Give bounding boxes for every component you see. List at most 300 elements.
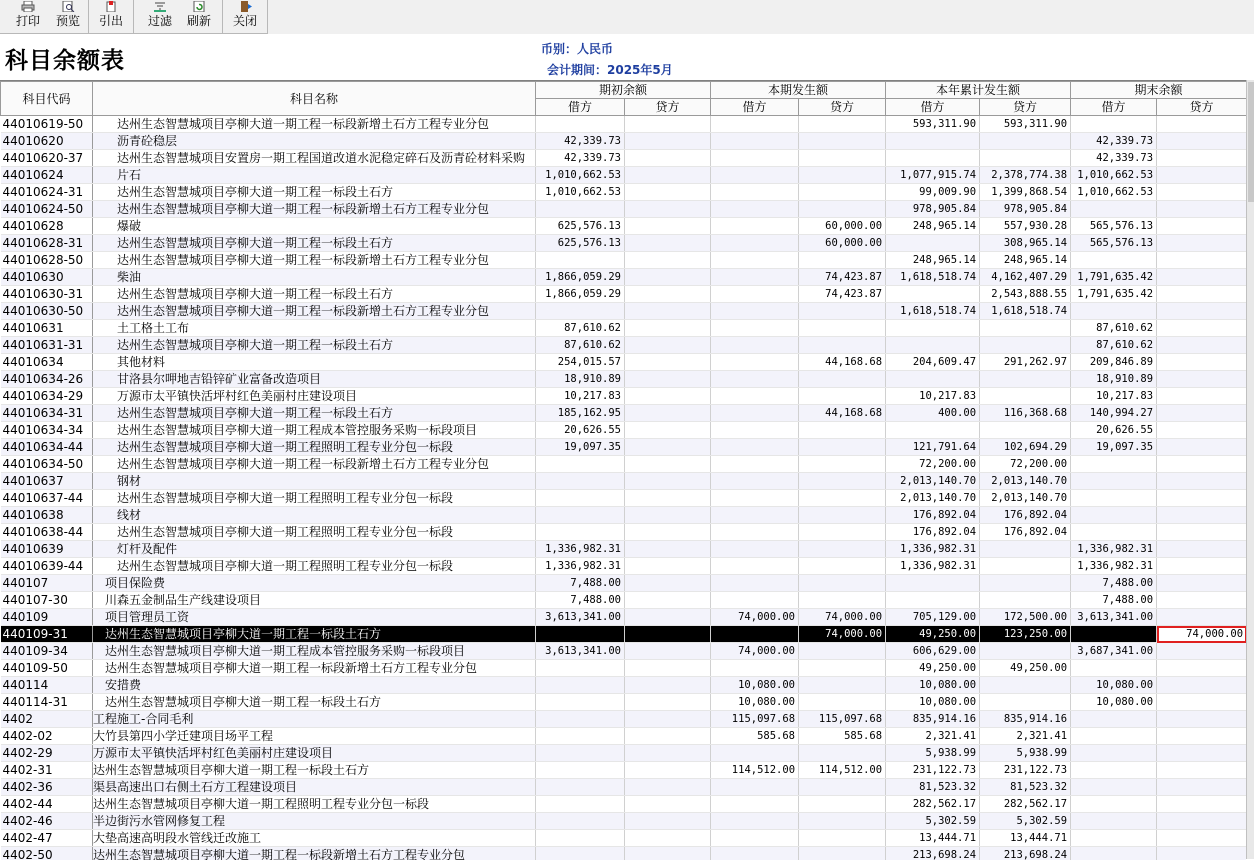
ytd-credit-cell[interactable]: 248,965.14 bbox=[980, 252, 1071, 269]
account-code-cell[interactable]: 44010630-31 bbox=[1, 286, 93, 303]
ending-credit-cell[interactable] bbox=[1157, 762, 1246, 779]
account-code-cell[interactable]: 440109-31 bbox=[1, 626, 93, 643]
opening-debit-cell[interactable] bbox=[536, 473, 625, 490]
ytd-credit-cell[interactable]: 557,930.28 bbox=[980, 218, 1071, 235]
account-code-cell[interactable]: 44010620-37 bbox=[1, 150, 93, 167]
table-row[interactable] bbox=[1, 320, 1247, 337]
table-row[interactable] bbox=[1, 150, 1247, 167]
current-debit-cell[interactable] bbox=[711, 473, 799, 490]
current-credit-cell[interactable]: 74,000.00 bbox=[799, 626, 886, 643]
account-code-cell[interactable]: 44010619-50 bbox=[1, 116, 93, 133]
table-row[interactable] bbox=[1, 830, 1247, 847]
account-code-cell[interactable]: 4402-36 bbox=[1, 779, 93, 796]
ending-debit-cell[interactable]: 1,336,982.31 bbox=[1071, 541, 1157, 558]
ytd-debit-cell[interactable]: 593,311.90 bbox=[886, 116, 980, 133]
current-credit-cell[interactable] bbox=[799, 252, 886, 269]
opening-debit-cell[interactable]: 254,015.57 bbox=[536, 354, 625, 371]
ending-debit-cell[interactable]: 140,994.27 bbox=[1071, 405, 1157, 422]
current-debit-cell[interactable] bbox=[711, 813, 799, 830]
current-debit-cell[interactable]: 74,000.00 bbox=[711, 643, 799, 660]
ending-credit-cell[interactable] bbox=[1157, 779, 1246, 796]
ytd-debit-cell[interactable]: 13,444.71 bbox=[886, 830, 980, 847]
account-code-cell[interactable]: 44010624-50 bbox=[1, 201, 93, 218]
current-debit-cell[interactable]: 10,080.00 bbox=[711, 677, 799, 694]
ending-debit-cell[interactable] bbox=[1071, 626, 1157, 643]
balance-grid[interactable] bbox=[0, 80, 1246, 860]
current-credit-cell[interactable] bbox=[799, 541, 886, 558]
ytd-debit-cell[interactable] bbox=[886, 337, 980, 354]
account-name-cell[interactable]: 甘洛县尔呷地吉铅锌矿业富备改造项目 bbox=[93, 371, 536, 388]
opening-debit-cell[interactable] bbox=[536, 694, 625, 711]
current-credit-cell[interactable] bbox=[799, 643, 886, 660]
table-row[interactable] bbox=[1, 575, 1247, 592]
opening-credit-cell[interactable] bbox=[625, 473, 711, 490]
opening-credit-cell[interactable] bbox=[625, 405, 711, 422]
opening-debit-cell[interactable] bbox=[536, 728, 625, 745]
header-credit[interactable]: 贷方 bbox=[1157, 99, 1246, 116]
ending-debit-cell[interactable]: 565,576.13 bbox=[1071, 235, 1157, 252]
ytd-debit-cell[interactable] bbox=[886, 133, 980, 150]
opening-credit-cell[interactable] bbox=[625, 558, 711, 575]
account-name-cell[interactable]: 达州生态智慧城项目亭柳大道一期工程一标段新增土石方工程专业分包 bbox=[93, 456, 536, 473]
opening-credit-cell[interactable] bbox=[625, 813, 711, 830]
account-code-cell[interactable]: 44010638-44 bbox=[1, 524, 93, 541]
ytd-credit-cell[interactable]: 5,302.59 bbox=[980, 813, 1071, 830]
account-code-cell[interactable]: 440109-34 bbox=[1, 643, 93, 660]
ending-credit-cell[interactable] bbox=[1157, 473, 1246, 490]
opening-credit-cell[interactable] bbox=[625, 541, 711, 558]
account-code-cell[interactable]: 44010624 bbox=[1, 167, 93, 184]
ytd-debit-cell[interactable]: 49,250.00 bbox=[886, 660, 980, 677]
ending-credit-cell[interactable] bbox=[1157, 252, 1246, 269]
account-name-cell[interactable]: 渠县高速出口右侧土石方工程建设项目 bbox=[93, 779, 536, 796]
opening-debit-cell[interactable]: 3,613,341.00 bbox=[536, 609, 625, 626]
account-name-cell[interactable]: 万源市太平镇快活坪村红色美丽村庄建设项目 bbox=[93, 745, 536, 762]
ending-credit-cell[interactable] bbox=[1157, 541, 1246, 558]
current-debit-cell[interactable] bbox=[711, 371, 799, 388]
opening-debit-cell[interactable] bbox=[536, 660, 625, 677]
ytd-debit-cell[interactable]: 1,336,982.31 bbox=[886, 558, 980, 575]
opening-credit-cell[interactable] bbox=[625, 184, 711, 201]
current-credit-cell[interactable] bbox=[799, 133, 886, 150]
ytd-credit-cell[interactable] bbox=[980, 388, 1071, 405]
current-debit-cell[interactable] bbox=[711, 524, 799, 541]
ytd-credit-cell[interactable]: 2,013,140.70 bbox=[980, 490, 1071, 507]
ytd-debit-cell[interactable]: 2,013,140.70 bbox=[886, 473, 980, 490]
current-debit-cell[interactable] bbox=[711, 252, 799, 269]
ending-credit-cell[interactable] bbox=[1157, 133, 1246, 150]
account-name-cell[interactable]: 灯杆及配件 bbox=[93, 541, 536, 558]
current-debit-cell[interactable] bbox=[711, 575, 799, 592]
current-credit-cell[interactable] bbox=[799, 150, 886, 167]
current-debit-cell[interactable] bbox=[711, 218, 799, 235]
current-debit-cell[interactable]: 114,512.00 bbox=[711, 762, 799, 779]
ytd-credit-cell[interactable] bbox=[980, 558, 1071, 575]
ytd-credit-cell[interactable] bbox=[980, 337, 1071, 354]
opening-debit-cell[interactable]: 7,488.00 bbox=[536, 592, 625, 609]
current-debit-cell[interactable] bbox=[711, 507, 799, 524]
current-credit-cell[interactable] bbox=[799, 490, 886, 507]
account-code-cell[interactable]: 4402-31 bbox=[1, 762, 93, 779]
current-debit-cell[interactable] bbox=[711, 388, 799, 405]
table-row[interactable] bbox=[1, 354, 1247, 371]
account-code-cell[interactable]: 44010639 bbox=[1, 541, 93, 558]
ending-debit-cell[interactable]: 10,080.00 bbox=[1071, 677, 1157, 694]
table-row[interactable] bbox=[1, 269, 1247, 286]
vertical-scrollbar[interactable] bbox=[1246, 80, 1254, 859]
current-credit-cell[interactable] bbox=[799, 575, 886, 592]
ending-debit-cell[interactable]: 18,910.89 bbox=[1071, 371, 1157, 388]
ytd-credit-cell[interactable]: 213,698.24 bbox=[980, 847, 1071, 860]
table-row[interactable] bbox=[1, 558, 1247, 575]
table-row[interactable] bbox=[1, 507, 1247, 524]
current-debit-cell[interactable]: 585.68 bbox=[711, 728, 799, 745]
ending-credit-cell[interactable] bbox=[1157, 388, 1246, 405]
ytd-credit-cell[interactable]: 282,562.17 bbox=[980, 796, 1071, 813]
current-credit-cell[interactable] bbox=[799, 524, 886, 541]
ytd-credit-cell[interactable]: 102,694.29 bbox=[980, 439, 1071, 456]
ytd-credit-cell[interactable]: 2,013,140.70 bbox=[980, 473, 1071, 490]
current-credit-cell[interactable] bbox=[799, 303, 886, 320]
current-debit-cell[interactable] bbox=[711, 745, 799, 762]
opening-credit-cell[interactable] bbox=[625, 830, 711, 847]
ending-debit-cell[interactable] bbox=[1071, 201, 1157, 218]
current-debit-cell[interactable] bbox=[711, 422, 799, 439]
current-credit-cell[interactable]: 585.68 bbox=[799, 728, 886, 745]
account-name-cell[interactable]: 项目保险费 bbox=[93, 575, 536, 592]
account-name-cell[interactable]: 半边街污水管网修复工程 bbox=[93, 813, 536, 830]
ending-credit-cell[interactable] bbox=[1157, 745, 1246, 762]
current-credit-cell[interactable]: 60,000.00 bbox=[799, 218, 886, 235]
account-code-cell[interactable]: 4402-29 bbox=[1, 745, 93, 762]
account-code-cell[interactable]: 4402-50 bbox=[1, 847, 93, 860]
opening-debit-cell[interactable]: 1,866,059.29 bbox=[536, 286, 625, 303]
ytd-credit-cell[interactable]: 308,965.14 bbox=[980, 235, 1071, 252]
ytd-credit-cell[interactable]: 291,262.97 bbox=[980, 354, 1071, 371]
opening-credit-cell[interactable] bbox=[625, 201, 711, 218]
opening-credit-cell[interactable] bbox=[625, 388, 711, 405]
opening-credit-cell[interactable] bbox=[625, 252, 711, 269]
export-button[interactable]: 引出 bbox=[93, 0, 129, 33]
ending-credit-cell[interactable] bbox=[1157, 660, 1246, 677]
opening-credit-cell[interactable] bbox=[625, 422, 711, 439]
account-code-cell[interactable]: 44010628 bbox=[1, 218, 93, 235]
current-debit-cell[interactable] bbox=[711, 439, 799, 456]
opening-debit-cell[interactable]: 7,488.00 bbox=[536, 575, 625, 592]
account-name-cell[interactable]: 钢材 bbox=[93, 473, 536, 490]
opening-debit-cell[interactable]: 1,010,662.53 bbox=[536, 167, 625, 184]
table-row[interactable] bbox=[1, 133, 1247, 150]
ending-debit-cell[interactable] bbox=[1071, 762, 1157, 779]
opening-debit-cell[interactable] bbox=[536, 779, 625, 796]
opening-credit-cell[interactable] bbox=[625, 847, 711, 860]
ending-debit-cell[interactable] bbox=[1071, 507, 1157, 524]
account-name-cell[interactable]: 柴油 bbox=[93, 269, 536, 286]
current-credit-cell[interactable] bbox=[799, 184, 886, 201]
current-credit-cell[interactable]: 44,168.68 bbox=[799, 405, 886, 422]
ending-debit-cell[interactable]: 20,626.55 bbox=[1071, 422, 1157, 439]
ending-debit-cell[interactable] bbox=[1071, 524, 1157, 541]
opening-debit-cell[interactable]: 185,162.95 bbox=[536, 405, 625, 422]
ytd-debit-cell[interactable]: 176,892.04 bbox=[886, 524, 980, 541]
current-credit-cell[interactable]: 74,423.87 bbox=[799, 269, 886, 286]
ytd-credit-cell[interactable] bbox=[980, 694, 1071, 711]
table-row[interactable] bbox=[1, 456, 1247, 473]
current-debit-cell[interactable] bbox=[711, 558, 799, 575]
ending-credit-cell[interactable] bbox=[1157, 269, 1246, 286]
account-name-cell[interactable]: 爆破 bbox=[93, 218, 536, 235]
ending-credit-cell[interactable] bbox=[1157, 711, 1246, 728]
ytd-debit-cell[interactable]: 72,200.00 bbox=[886, 456, 980, 473]
opening-credit-cell[interactable] bbox=[625, 643, 711, 660]
account-name-cell[interactable]: 达州生态智慧城项目亭柳大道一期工程照明工程专业分包一标段 bbox=[93, 796, 536, 813]
opening-debit-cell[interactable]: 87,610.62 bbox=[536, 320, 625, 337]
ytd-debit-cell[interactable]: 5,938.99 bbox=[886, 745, 980, 762]
ending-debit-cell[interactable]: 209,846.89 bbox=[1071, 354, 1157, 371]
ytd-credit-cell[interactable]: 231,122.73 bbox=[980, 762, 1071, 779]
ytd-credit-cell[interactable]: 72,200.00 bbox=[980, 456, 1071, 473]
header-debit[interactable]: 借方 bbox=[886, 99, 980, 116]
current-credit-cell[interactable] bbox=[799, 422, 886, 439]
current-debit-cell[interactable] bbox=[711, 167, 799, 184]
account-code-cell[interactable]: 440114 bbox=[1, 677, 93, 694]
ytd-credit-cell[interactable] bbox=[980, 677, 1071, 694]
opening-credit-cell[interactable] bbox=[625, 694, 711, 711]
current-debit-cell[interactable] bbox=[711, 354, 799, 371]
header-debit[interactable]: 借方 bbox=[536, 99, 625, 116]
header-credit[interactable]: 贷方 bbox=[625, 99, 711, 116]
opening-debit-cell[interactable] bbox=[536, 711, 625, 728]
header-account-code[interactable]: 科目代码 bbox=[1, 82, 93, 116]
current-credit-cell[interactable]: 44,168.68 bbox=[799, 354, 886, 371]
ending-credit-cell[interactable] bbox=[1157, 558, 1246, 575]
account-code-cell[interactable]: 44010634-31 bbox=[1, 405, 93, 422]
ending-credit-cell[interactable] bbox=[1157, 677, 1246, 694]
current-debit-cell[interactable] bbox=[711, 303, 799, 320]
opening-debit-cell[interactable] bbox=[536, 847, 625, 860]
ytd-debit-cell[interactable]: 99,009.90 bbox=[886, 184, 980, 201]
table-row[interactable] bbox=[1, 286, 1247, 303]
current-debit-cell[interactable] bbox=[711, 133, 799, 150]
account-code-cell[interactable]: 440107 bbox=[1, 575, 93, 592]
current-debit-cell[interactable] bbox=[711, 116, 799, 133]
ytd-debit-cell[interactable]: 1,618,518.74 bbox=[886, 303, 980, 320]
ending-debit-cell[interactable]: 87,610.62 bbox=[1071, 320, 1157, 337]
opening-credit-cell[interactable] bbox=[625, 218, 711, 235]
ending-credit-cell[interactable] bbox=[1157, 371, 1246, 388]
account-name-cell[interactable]: 达州生态智慧城项目亭柳大道一期工程成本管控服务采购一标段项目 bbox=[93, 422, 536, 439]
account-code-cell[interactable]: 4402-47 bbox=[1, 830, 93, 847]
ending-debit-cell[interactable]: 42,339.73 bbox=[1071, 133, 1157, 150]
ending-credit-cell[interactable] bbox=[1157, 184, 1246, 201]
ending-credit-cell[interactable] bbox=[1157, 507, 1246, 524]
ending-credit-cell[interactable]: 74,000.00 bbox=[1157, 626, 1246, 643]
opening-credit-cell[interactable] bbox=[625, 133, 711, 150]
ytd-debit-cell[interactable]: 835,914.16 bbox=[886, 711, 980, 728]
print-button[interactable]: 打印 bbox=[10, 0, 46, 33]
account-name-cell[interactable]: 其他材料 bbox=[93, 354, 536, 371]
table-row[interactable] bbox=[1, 745, 1247, 762]
refresh-button[interactable]: 刷新 bbox=[181, 0, 217, 33]
ytd-debit-cell[interactable] bbox=[886, 592, 980, 609]
account-name-cell[interactable]: 达州生态智慧城项目亭柳大道一期工程一标段新增土石方工程专业分包 bbox=[93, 252, 536, 269]
ytd-credit-cell[interactable] bbox=[980, 371, 1071, 388]
ending-debit-cell[interactable] bbox=[1071, 303, 1157, 320]
table-row[interactable] bbox=[1, 660, 1247, 677]
account-code-cell[interactable]: 44010630 bbox=[1, 269, 93, 286]
opening-credit-cell[interactable] bbox=[625, 762, 711, 779]
opening-debit-cell[interactable] bbox=[536, 201, 625, 218]
account-name-cell[interactable]: 达州生态智慧城项目亭柳大道一期工程一标段新增土石方工程专业分包 bbox=[93, 660, 536, 677]
account-name-cell[interactable]: 达州生态智慧城项目亭柳大道一期工程一标段新增土石方工程专业分包 bbox=[93, 201, 536, 218]
ending-debit-cell[interactable]: 565,576.13 bbox=[1071, 218, 1157, 235]
current-credit-cell[interactable] bbox=[799, 592, 886, 609]
current-debit-cell[interactable] bbox=[711, 490, 799, 507]
account-code-cell[interactable]: 440107-30 bbox=[1, 592, 93, 609]
opening-credit-cell[interactable] bbox=[625, 745, 711, 762]
account-name-cell[interactable]: 达州生态智慧城项目亭柳大道一期工程一标段土石方 bbox=[93, 762, 536, 779]
ending-credit-cell[interactable] bbox=[1157, 439, 1246, 456]
opening-debit-cell[interactable]: 42,339.73 bbox=[536, 150, 625, 167]
ending-debit-cell[interactable]: 1,336,982.31 bbox=[1071, 558, 1157, 575]
ending-debit-cell[interactable] bbox=[1071, 473, 1157, 490]
account-name-cell[interactable]: 达州生态智慧城项目亭柳大道一期工程成本管控服务采购一标段项目 bbox=[93, 643, 536, 660]
ytd-debit-cell[interactable]: 705,129.00 bbox=[886, 609, 980, 626]
opening-debit-cell[interactable]: 20,626.55 bbox=[536, 422, 625, 439]
table-row-selected[interactable] bbox=[1, 626, 1247, 643]
account-name-cell[interactable]: 达州生态智慧城项目亭柳大道一期工程一标段土石方 bbox=[93, 694, 536, 711]
table-row[interactable] bbox=[1, 201, 1247, 218]
ytd-credit-cell[interactable]: 4,162,407.29 bbox=[980, 269, 1071, 286]
ytd-credit-cell[interactable] bbox=[980, 422, 1071, 439]
opening-debit-cell[interactable]: 625,576.13 bbox=[536, 235, 625, 252]
opening-credit-cell[interactable] bbox=[625, 660, 711, 677]
ytd-debit-cell[interactable]: 5,302.59 bbox=[886, 813, 980, 830]
ending-debit-cell[interactable] bbox=[1071, 490, 1157, 507]
table-row[interactable] bbox=[1, 235, 1247, 252]
ending-credit-cell[interactable] bbox=[1157, 609, 1246, 626]
ytd-credit-cell[interactable]: 593,311.90 bbox=[980, 116, 1071, 133]
ending-debit-cell[interactable] bbox=[1071, 660, 1157, 677]
account-code-cell[interactable]: 44010620 bbox=[1, 133, 93, 150]
account-name-cell[interactable]: 达州生态智慧城项目亭柳大道一期工程照明工程专业分包一标段 bbox=[93, 524, 536, 541]
ytd-credit-cell[interactable]: 1,618,518.74 bbox=[980, 303, 1071, 320]
opening-credit-cell[interactable] bbox=[625, 269, 711, 286]
current-credit-cell[interactable]: 115,097.68 bbox=[799, 711, 886, 728]
current-credit-cell[interactable] bbox=[799, 337, 886, 354]
table-row[interactable] bbox=[1, 711, 1247, 728]
scrollbar-thumb[interactable] bbox=[1248, 82, 1254, 202]
ytd-credit-cell[interactable]: 13,444.71 bbox=[980, 830, 1071, 847]
current-credit-cell[interactable] bbox=[799, 847, 886, 860]
ytd-debit-cell[interactable]: 231,122.73 bbox=[886, 762, 980, 779]
current-debit-cell[interactable] bbox=[711, 320, 799, 337]
current-debit-cell[interactable] bbox=[711, 626, 799, 643]
opening-debit-cell[interactable] bbox=[536, 762, 625, 779]
ytd-debit-cell[interactable]: 606,629.00 bbox=[886, 643, 980, 660]
table-row[interactable] bbox=[1, 524, 1247, 541]
account-name-cell[interactable]: 达州生态智慧城项目亭柳大道一期工程一标段土石方 bbox=[93, 337, 536, 354]
ending-debit-cell[interactable] bbox=[1071, 456, 1157, 473]
account-code-cell[interactable]: 44010628-50 bbox=[1, 252, 93, 269]
account-name-cell[interactable]: 达州生态智慧城项目安置房一期工程国道改道水泥稳定碎石及沥青砼材料采购 bbox=[93, 150, 536, 167]
account-code-cell[interactable]: 44010631-31 bbox=[1, 337, 93, 354]
account-code-cell[interactable]: 44010638 bbox=[1, 507, 93, 524]
current-debit-cell[interactable] bbox=[711, 184, 799, 201]
header-debit[interactable]: 借方 bbox=[711, 99, 799, 116]
current-debit-cell[interactable] bbox=[711, 830, 799, 847]
account-code-cell[interactable]: 440114-31 bbox=[1, 694, 93, 711]
opening-debit-cell[interactable] bbox=[536, 303, 625, 320]
opening-credit-cell[interactable] bbox=[625, 779, 711, 796]
header-credit[interactable]: 贷方 bbox=[799, 99, 886, 116]
table-row[interactable] bbox=[1, 116, 1247, 133]
ytd-debit-cell[interactable] bbox=[886, 235, 980, 252]
current-debit-cell[interactable]: 115,097.68 bbox=[711, 711, 799, 728]
opening-credit-cell[interactable] bbox=[625, 609, 711, 626]
current-credit-cell[interactable] bbox=[799, 473, 886, 490]
ytd-debit-cell[interactable]: 1,077,915.74 bbox=[886, 167, 980, 184]
account-name-cell[interactable]: 达州生态智慧城项目亭柳大道一期工程一标段土石方 bbox=[93, 405, 536, 422]
ending-debit-cell[interactable] bbox=[1071, 252, 1157, 269]
table-row[interactable] bbox=[1, 779, 1247, 796]
current-credit-cell[interactable] bbox=[799, 439, 886, 456]
ytd-debit-cell[interactable]: 282,562.17 bbox=[886, 796, 980, 813]
opening-credit-cell[interactable] bbox=[625, 677, 711, 694]
ytd-credit-cell[interactable] bbox=[980, 643, 1071, 660]
opening-debit-cell[interactable] bbox=[536, 116, 625, 133]
opening-credit-cell[interactable] bbox=[625, 371, 711, 388]
opening-debit-cell[interactable] bbox=[536, 456, 625, 473]
table-row[interactable] bbox=[1, 388, 1247, 405]
account-name-cell[interactable]: 达州生态智慧城项目亭柳大道一期工程一标段新增土石方工程专业分包 bbox=[93, 116, 536, 133]
table-row[interactable] bbox=[1, 762, 1247, 779]
ending-credit-cell[interactable] bbox=[1157, 847, 1246, 860]
opening-credit-cell[interactable] bbox=[625, 439, 711, 456]
current-credit-cell[interactable] bbox=[799, 507, 886, 524]
ending-credit-cell[interactable] bbox=[1157, 286, 1246, 303]
current-debit-cell[interactable] bbox=[711, 269, 799, 286]
current-debit-cell[interactable] bbox=[711, 286, 799, 303]
ending-debit-cell[interactable]: 7,488.00 bbox=[1071, 592, 1157, 609]
account-name-cell[interactable]: 工程施工-合同毛利 bbox=[93, 711, 536, 728]
close-button[interactable]: 关闭 bbox=[227, 0, 263, 33]
table-row[interactable] bbox=[1, 252, 1247, 269]
opening-debit-cell[interactable] bbox=[536, 745, 625, 762]
opening-debit-cell[interactable] bbox=[536, 813, 625, 830]
opening-credit-cell[interactable] bbox=[625, 167, 711, 184]
opening-credit-cell[interactable] bbox=[625, 303, 711, 320]
table-row[interactable] bbox=[1, 371, 1247, 388]
account-code-cell[interactable]: 44010634-44 bbox=[1, 439, 93, 456]
ending-debit-cell[interactable]: 3,613,341.00 bbox=[1071, 609, 1157, 626]
opening-debit-cell[interactable] bbox=[536, 524, 625, 541]
ytd-debit-cell[interactable]: 248,965.14 bbox=[886, 218, 980, 235]
current-debit-cell[interactable] bbox=[711, 592, 799, 609]
table-row[interactable] bbox=[1, 541, 1247, 558]
ytd-debit-cell[interactable]: 204,609.47 bbox=[886, 354, 980, 371]
ending-debit-cell[interactable] bbox=[1071, 847, 1157, 860]
header-debit[interactable]: 借方 bbox=[1071, 99, 1157, 116]
current-debit-cell[interactable] bbox=[711, 779, 799, 796]
current-debit-cell[interactable]: 74,000.00 bbox=[711, 609, 799, 626]
current-credit-cell[interactable]: 60,000.00 bbox=[799, 235, 886, 252]
ytd-credit-cell[interactable] bbox=[980, 592, 1071, 609]
ending-credit-cell[interactable] bbox=[1157, 728, 1246, 745]
table-row[interactable] bbox=[1, 813, 1247, 830]
account-name-cell[interactable]: 达州生态智慧城项目亭柳大道一期工程一标段土石方 bbox=[93, 184, 536, 201]
ending-credit-cell[interactable] bbox=[1157, 830, 1246, 847]
